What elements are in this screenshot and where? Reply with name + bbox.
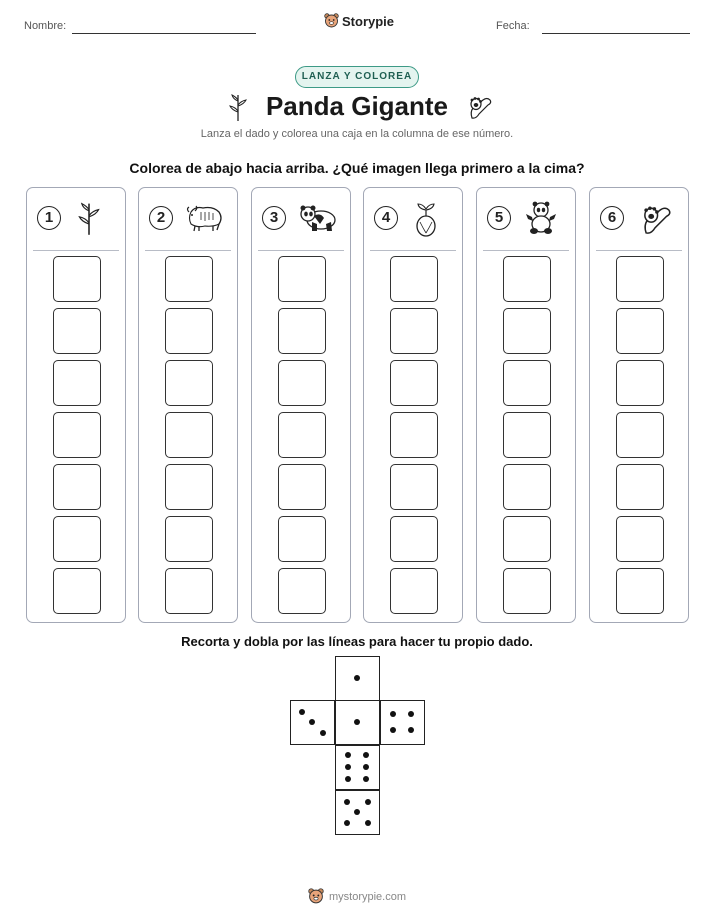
color-box[interactable] — [503, 464, 551, 510]
column-divider — [483, 250, 569, 251]
subtitle: Lanza el dado y colorea una caja en la columna de ese número. — [200, 128, 514, 140]
die-pip — [354, 675, 360, 681]
die-pip — [390, 727, 396, 733]
die-face-4 — [380, 700, 425, 745]
storypie-logo — [324, 13, 394, 29]
paw-bone-icon — [464, 92, 494, 122]
color-box[interactable] — [165, 516, 213, 562]
panda-sitting-icon — [523, 200, 559, 241]
color-box[interactable] — [53, 516, 101, 562]
die-pip — [309, 719, 315, 725]
column-number: 2 — [149, 206, 173, 230]
color-box[interactable] — [616, 360, 664, 406]
die-pip — [354, 809, 360, 815]
name-label: Nombre: — [24, 20, 67, 32]
storypie-bear-icon — [324, 13, 339, 29]
bamboo-icon — [73, 200, 105, 241]
column-number: 1 — [37, 206, 61, 230]
seed-sprout-icon — [410, 200, 442, 243]
column-3 — [251, 187, 351, 623]
panda-walking-icon — [298, 200, 338, 241]
color-box[interactable] — [53, 360, 101, 406]
die-pip — [354, 719, 360, 725]
color-box[interactable] — [503, 516, 551, 562]
column-number: 5 — [487, 206, 511, 230]
column-header — [139, 188, 237, 250]
die-pip — [344, 820, 350, 826]
date-line[interactable] — [542, 33, 690, 34]
color-box[interactable] — [390, 516, 438, 562]
die-pip — [390, 711, 396, 717]
color-box[interactable] — [616, 568, 664, 614]
color-box[interactable] — [503, 360, 551, 406]
paw-bone-icon — [636, 200, 674, 243]
color-box[interactable] — [390, 412, 438, 458]
footer-url[interactable]: mystorypie.com — [329, 890, 407, 903]
color-box[interactable] — [503, 308, 551, 354]
page-title: Panda Gigante — [265, 91, 449, 121]
activity-badge: LANZA Y COLOREA — [295, 66, 419, 88]
date-label: Fecha: — [496, 20, 530, 32]
color-box[interactable] — [616, 308, 664, 354]
color-box[interactable] — [278, 256, 326, 302]
column-number: 6 — [600, 206, 624, 230]
color-box[interactable] — [503, 256, 551, 302]
die-face-5 — [335, 790, 380, 835]
color-box[interactable] — [53, 464, 101, 510]
die-pip — [363, 764, 369, 770]
die-face-1 — [335, 656, 380, 701]
color-box[interactable] — [616, 464, 664, 510]
color-box[interactable] — [278, 464, 326, 510]
color-box[interactable] — [390, 360, 438, 406]
die-pip — [408, 711, 414, 717]
color-box[interactable] — [165, 256, 213, 302]
color-box[interactable] — [165, 308, 213, 354]
logo-text: Storypie — [342, 13, 395, 29]
column-header — [364, 188, 462, 250]
color-box[interactable] — [616, 256, 664, 302]
column-divider — [370, 250, 456, 251]
color-box[interactable] — [390, 568, 438, 614]
die-pip — [299, 709, 305, 715]
column-header — [252, 188, 350, 250]
column-header — [477, 188, 575, 250]
column-divider — [258, 250, 344, 251]
color-box[interactable] — [278, 568, 326, 614]
color-box[interactable] — [278, 412, 326, 458]
column-number: 3 — [262, 206, 286, 230]
column-divider — [596, 250, 682, 251]
name-line[interactable] — [72, 33, 256, 34]
color-box[interactable] — [165, 412, 213, 458]
color-box[interactable] — [53, 308, 101, 354]
die-pip — [345, 764, 351, 770]
die-pip — [365, 799, 371, 805]
color-box[interactable] — [165, 568, 213, 614]
yak-icon — [185, 200, 225, 241]
color-box[interactable] — [503, 568, 551, 614]
footer — [308, 888, 406, 905]
color-box[interactable] — [390, 308, 438, 354]
color-box[interactable] — [616, 516, 664, 562]
column-5 — [476, 187, 576, 623]
column-2 — [138, 187, 238, 623]
die-pip — [363, 752, 369, 758]
column-header — [27, 188, 125, 250]
color-box[interactable] — [165, 360, 213, 406]
column-4 — [363, 187, 463, 623]
color-box[interactable] — [278, 516, 326, 562]
column-header — [590, 188, 688, 250]
die-pip — [365, 820, 371, 826]
color-box[interactable] — [53, 412, 101, 458]
die-pip — [408, 727, 414, 733]
die-pip — [345, 776, 351, 782]
die-face-1 — [335, 700, 380, 745]
storypie-bear-icon — [308, 888, 324, 905]
die-face-3 — [290, 700, 335, 745]
color-box[interactable] — [616, 412, 664, 458]
color-box[interactable] — [278, 308, 326, 354]
die-pip — [345, 752, 351, 758]
color-box[interactable] — [53, 256, 101, 302]
die-face-6 — [335, 745, 380, 790]
column-divider — [33, 250, 119, 251]
color-box[interactable] — [53, 568, 101, 614]
die-pip — [344, 799, 350, 805]
column-number: 4 — [374, 206, 398, 230]
die-pip — [363, 776, 369, 782]
die-pip — [320, 730, 326, 736]
color-box[interactable] — [390, 256, 438, 302]
column-6 — [589, 187, 689, 623]
color-box[interactable] — [165, 464, 213, 510]
color-box[interactable] — [390, 464, 438, 510]
coloring-instruction: Colorea de abajo hacia arriba. ¿Qué imagen llega primero a la cima? — [129, 160, 585, 176]
color-box[interactable] — [278, 360, 326, 406]
column-divider — [145, 250, 231, 251]
column-1 — [26, 187, 126, 623]
die-instruction: Recorta y dobla por las líneas para hacer tu propio dado. — [181, 634, 533, 649]
color-box[interactable] — [503, 412, 551, 458]
